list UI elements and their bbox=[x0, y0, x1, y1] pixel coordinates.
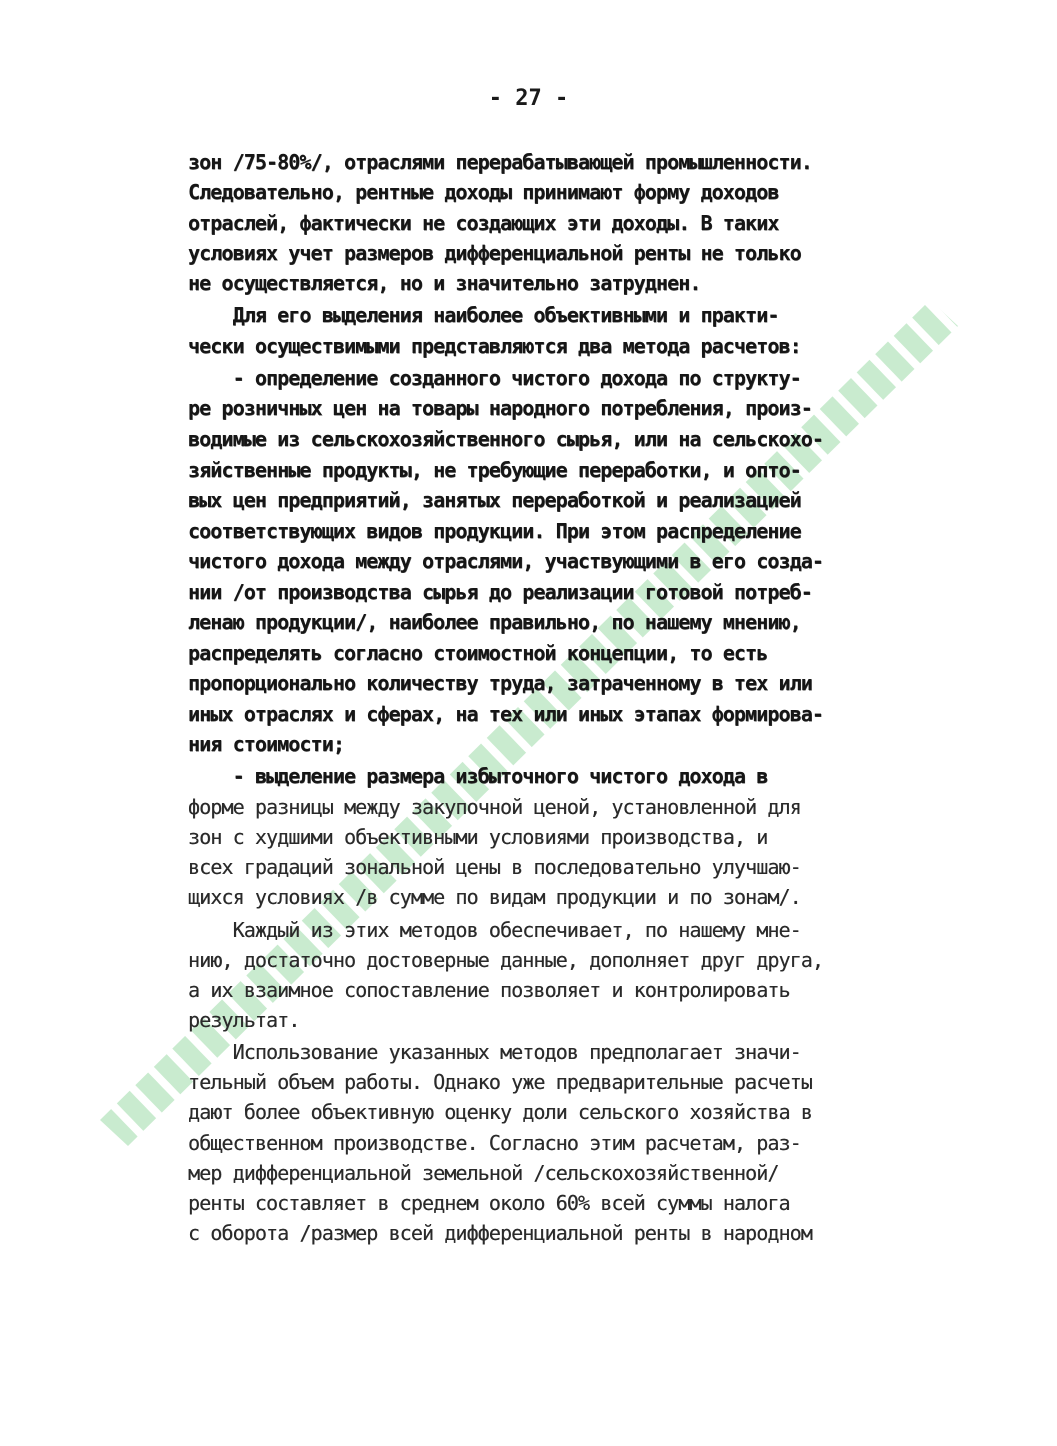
text-line: вых цен предприятий, занятых переработкой и реализацией bbox=[188, 488, 801, 512]
text-line: тельный объем работы. Однако уже предварительные расчеты bbox=[188, 1070, 812, 1094]
text-line: всех градаций зональной цены в последовательно улучшаю- bbox=[188, 855, 801, 879]
text-line: отраслей, фактически не создающих эти доходы. В таких bbox=[188, 211, 779, 235]
text-line: соответствующих видов продукции. При этом распределение bbox=[188, 519, 801, 543]
text-line: общественном производстве. Согласно этим расчетам, раз- bbox=[188, 1131, 801, 1155]
text-line: Использование указанных методов предполагает значи- bbox=[188, 1040, 801, 1064]
text-line: чески осуществимыми представляются два метода расчетов: bbox=[188, 334, 801, 358]
text-line: результат. bbox=[188, 1008, 300, 1032]
text-line: чистого дохода между отраслями, участвующими в его созда- bbox=[188, 549, 824, 573]
text-line: иных отраслях и сферах, на тех или иных этапах формирова- bbox=[188, 702, 824, 726]
text-line: мер дифференциальной земельной /сельскохозяйственной/ bbox=[188, 1161, 779, 1185]
text-line: не осуществляется, но и значительно затруднен. bbox=[188, 271, 701, 295]
text-line: распределять согласно стоимостной концепции, то есть bbox=[188, 641, 768, 665]
text-line: зон /75-80%/, отраслями перерабатывающей промышленности. bbox=[188, 150, 812, 174]
text-line: Для его выделения наиболее объективными и практи- bbox=[188, 303, 779, 327]
text-line: зон с худшими объективными условиями производства, и bbox=[188, 825, 768, 849]
text-line: ренты составляет в среднем около 60% всей суммы налога bbox=[188, 1191, 790, 1215]
text-line: нию, достаточно достоверные данные, дополняет друг друга, bbox=[188, 948, 824, 972]
text-line: условиях учет размеров дифференциальной ренты не только bbox=[188, 241, 801, 265]
text-line: щихся условиях /в сумме по видам продукции и по зонам/. bbox=[188, 885, 801, 909]
text-line: - определение созданного чистого дохода по структу- bbox=[188, 366, 801, 390]
text-line: зяйственные продукты, не требующие переработки, и опто- bbox=[188, 458, 801, 482]
text-line: ре розничных цен на товары народного потребления, произ- bbox=[188, 396, 812, 420]
text-line: ния стоимости; bbox=[188, 732, 344, 756]
text-line: а их взаимное сопоставление позволяет и контролировать bbox=[188, 978, 790, 1002]
text-line: форме разницы между закупочной ценой, установленной для bbox=[188, 795, 801, 819]
text-line: пропорционально количеству труда, затраченному в тех или bbox=[188, 671, 812, 695]
text-line: нии /от производства сырья до реализации готовой потреб- bbox=[188, 580, 812, 604]
text-line: ленаю продукции/, наиболее правильно, по нашему мнению, bbox=[188, 610, 801, 634]
text-line: водимые из сельскохозяйственного сырья, или на сельскохо- bbox=[188, 427, 824, 451]
text-line: Каждый из этих методов обеспечивает, по нашему мне- bbox=[188, 918, 801, 942]
text-line: Следовательно, рентные доходы принимают форму доходов bbox=[188, 180, 779, 204]
text-line: дают более объективную оценку доли сельского хозяйства в bbox=[188, 1100, 812, 1124]
text-line: с оборота /размер всей дифференциальной ренты в народном bbox=[188, 1221, 812, 1245]
page-number: - 27 - bbox=[488, 86, 569, 111]
text-line: - выделение размера избыточного чистого дохода в bbox=[188, 764, 768, 788]
